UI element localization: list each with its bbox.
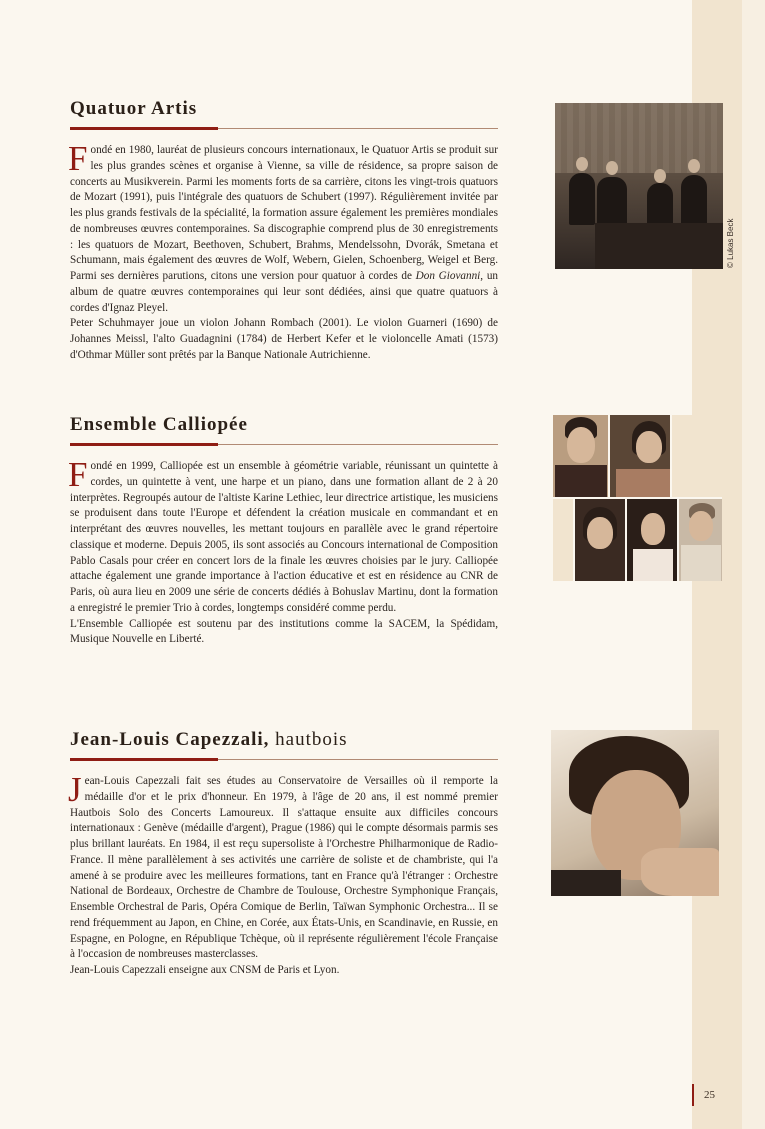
photo-credit: © Lukas Beck bbox=[726, 218, 735, 268]
ensemble-photo-collage bbox=[553, 415, 722, 581]
paragraph: L'Ensemble Calliopée est soutenu par des institutions comme la SACEM, la Spédidam, Musique Nouvelle en Liberté. bbox=[70, 617, 498, 646]
artist-name: Jean-Louis Capezzali, bbox=[70, 729, 270, 750]
section-body bbox=[68, 139, 498, 364]
section-title bbox=[70, 729, 498, 751]
title-rule bbox=[70, 128, 498, 129]
paragraph-text: ondé en 1999, Calliopée est un ensemble à géométrie variable, réunissant un quintette à cordes, un quintette à vent, une harpe et un piano, dans une formation allant de 2 à 20 interprètes. Regroupés autour de l'altiste Karine Lethiec, leur directrice artistique, les musiciens se produisent dans toute l'Europe et défendent la création musicale en commandant et en interprétant des œuvres nouvelles, les mettant toujours en parallèle avec le grand répertoire classique et moderne. Depuis 2005, ils sont associés au Concours international de Composition Pablo Casals pour créer en concert lors de la finale les œuvres choisies par le jury. Calliopée attache également une grande importance à l'action éducative et est en résidence au CNR de Paris, où aura lieu en 2009 une série de concerts dédiés à Bohuslav Martinu, dont la formation a enregistré le premier Trio à cordes, longtemps considéré comme perdu. bbox=[70, 460, 498, 614]
drop-cap: F bbox=[68, 455, 88, 494]
paragraph bbox=[68, 770, 498, 963]
paragraph: Jean-Louis Capezzali enseigne aux CNSM de Paris et Lyon. bbox=[70, 964, 340, 976]
section-title: Quatuor Artis bbox=[70, 98, 198, 119]
paragraph: Peter Schuhmayer joue un violon Johann Rombach (2001). Le violon Guarneri (1690) de Johannes Meissl, l'alto Guadagnini (1784) de Herbert Kefer et le violoncelle Amati (1573) d'Othmar Müller sont prêtés par la Banque Nationale Autrichienne. bbox=[70, 317, 498, 361]
section-jean-louis-capezzali bbox=[70, 729, 498, 979]
italic-title: Don Giovanni bbox=[415, 270, 481, 282]
paragraph-text-end: , un album de quatre œuvres contemporaines qui leur sont dédiées, ainsi que quatre quatuors à cordes d'Ignaz Pleyel. bbox=[70, 270, 498, 314]
title-rule-accent bbox=[70, 127, 218, 130]
paragraph-text: ean-Louis Capezzali fait ses études au Conservatoire de Versailles où il remporte la médaille d'or et le prix d'honneur. En 1979, à l'âge de 20 ans, il est nommé premier Hautbois Solo des Concerts Lamoureux. Il s'attaque ensuite aux difficiles concours internationaux : Genève (médaille d'argent), Prague (1986) qui le compte désormais parmis ses plus brillant lauréats. En 1984, il est reçu supersoliste à l'Orchestre Philharmonique de Radio-France. Il mène parallèlement à ses activités une carrière de soliste et de chambriste, qui l'a amené à se produire avec les meilleures formations, tant en France qu'à l'étranger : Orchestre National de Bordeaux, Orchestre de Chambre de Toulouse, Orchestre Symphonique Français, Ensemble Orchestral de Paris, Opéra Comique de Berlin, Taïwan Symphonic Orchestra... Il se rend fréquemment au Japon, en Chine, en Corée, aux États-Unis, en Scandinavie, en Russie, en Espagne, en Pologne, en République Tchèque, où il représente régulièrement l'école Française à l'occasion de nombreuses masterclasses. bbox=[70, 775, 498, 961]
title-rule-accent bbox=[70, 758, 218, 761]
section-ensemble-calliopee bbox=[70, 414, 498, 648]
drop-cap: J bbox=[68, 770, 82, 809]
title-rule-accent bbox=[70, 443, 218, 446]
artist-instrument: hautbois bbox=[275, 729, 348, 750]
section-title: Ensemble Calliopée bbox=[70, 414, 248, 435]
section-quatuor-artis bbox=[70, 98, 498, 364]
title-rule bbox=[70, 759, 498, 760]
section-body bbox=[68, 770, 498, 979]
section-body bbox=[68, 455, 498, 648]
page-number: 25 bbox=[692, 1084, 742, 1106]
title-rule bbox=[70, 444, 498, 445]
paragraph bbox=[68, 139, 498, 316]
paragraph bbox=[68, 455, 498, 617]
drop-cap: F bbox=[68, 139, 88, 178]
page-edge bbox=[742, 0, 765, 1129]
quartet-photo bbox=[555, 103, 723, 269]
paragraph-text: ondé en 1980, lauréat de plusieurs concours internationaux, le Quatuor Artis se produit sur les plus grandes scènes et organise à Vienne, sa ville de résidence, sa propre saison de concerts au Musikverein. Parmi les moments forts de sa carrière, citons les vingt-trois quatuors de Mozart (1991), puis l'intégrale des quatuors de Schubert (1997). Régulièrement invitée par les plus grands festivals de la spécialité, la formation assure également les premières mondiales de nombreuses œuvres contemporaines. Sa discographie comprend plus de 30 enregistrements : les quatuors de Mozart, Beethoven, Schubert, Brahms, Mendelssohn, Dvorák, Smetana et Schumann, mais également des œuvres de Wolf, Webern, Gielen, Schoenberg, Weigel et Berg. Parmi ses dernières parutions, citons une version pour quatuor à cordes de bbox=[70, 144, 498, 282]
oboist-portrait bbox=[551, 730, 719, 896]
